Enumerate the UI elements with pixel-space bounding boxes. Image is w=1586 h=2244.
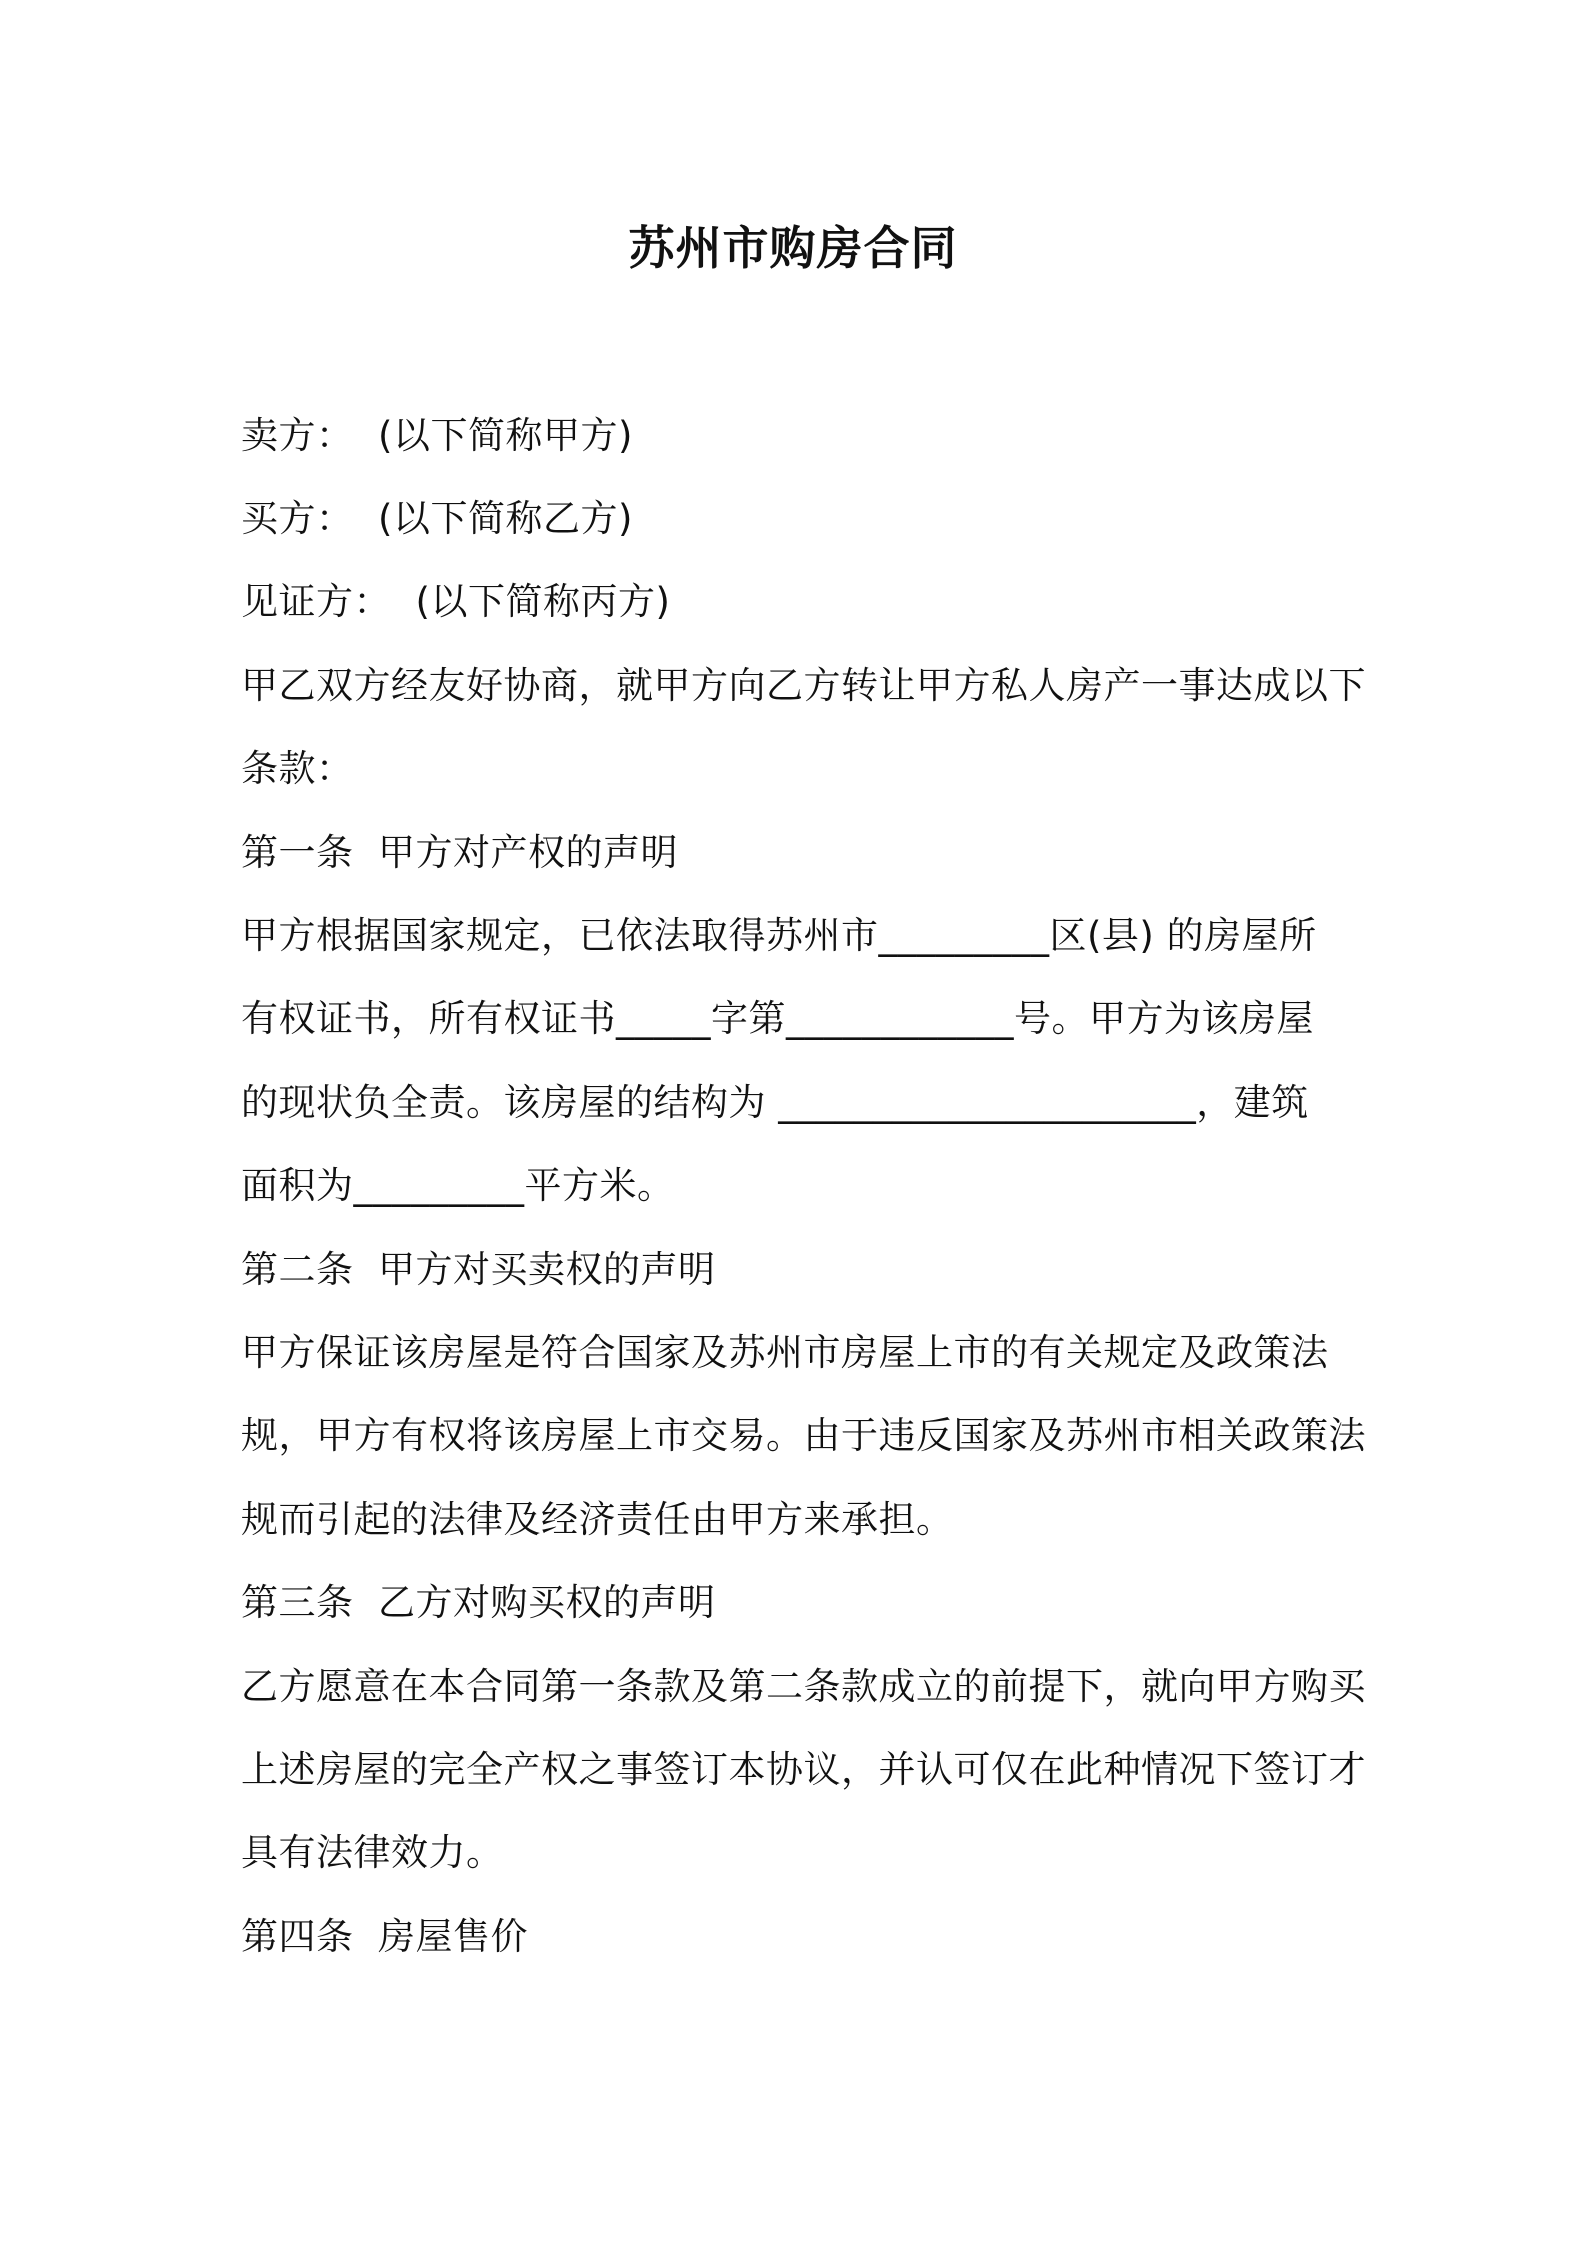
article-4-heading: 第四条 房屋售价 [241,1915,529,1958]
article-1-text-line-1: 甲方根据国家规定，已依法取得苏州市_________区(县) 的房屋所 [241,914,1317,957]
article-2-text-line-2: 规，甲方有权将该房屋上市交易。由于违反国家及苏州市相关政策法 [241,1414,1366,1457]
article-2-text-line-1: 甲方保证该房屋是符合国家及苏州市房屋上市的有关规定及政策法 [241,1331,1329,1374]
article-3-text-line-2: 上述房屋的完全产权之事签订本协议，并认可仅在此种情况下签订才 [241,1748,1366,1791]
article-3-text-line-3: 具有法律效力。 [241,1831,504,1874]
article-1-text-line-2: 有权证书，所有权证书_____字第____________号。甲方为该房屋 [241,997,1314,1040]
article-1-text-line-4: 面积为_________平方米。 [241,1164,675,1207]
witness-line: 见证方： (以下简称丙方) [241,580,671,623]
article-1-text-line-3: 的现状负全责。该房屋的结构为 ______________________，建筑 [241,1081,1309,1124]
intro-paragraph-line-2: 条款： [241,747,354,790]
article-2-text-line-3: 规而引起的法律及经济责任由甲方来承担。 [241,1498,954,1541]
buyer-line: 买方： (以下简称乙方) [241,497,633,540]
article-3-heading: 第三条 乙方对购买权的声明 [241,1581,716,1624]
intro-paragraph-line-1: 甲乙双方经友好协商，就甲方向乙方转让甲方私人房产一事达成以下 [241,664,1366,707]
article-3-text-line-1: 乙方愿意在本合同第一条款及第二条款成立的前提下，就向甲方购买 [241,1665,1366,1708]
article-1-heading: 第一条 甲方对产权的声明 [241,831,679,874]
seller-line: 卖方： (以下简称甲方) [241,414,633,457]
page-title: 苏州市购房合同 [628,221,958,275]
article-2-heading: 第二条 甲方对买卖权的声明 [241,1248,716,1291]
